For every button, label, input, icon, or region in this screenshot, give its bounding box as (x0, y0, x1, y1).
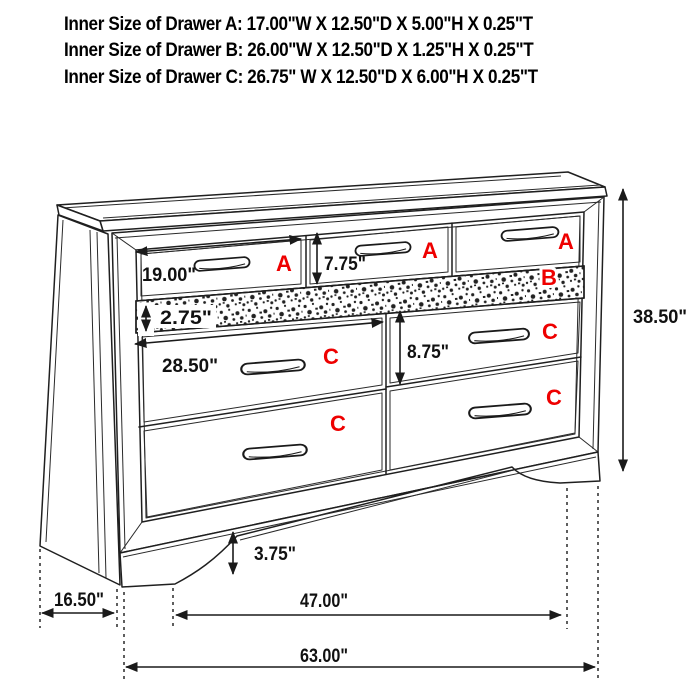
header-line-drawer-a: Inner Size of Drawer A: 17.00"W X 12.50"D X 5.00"H X 0.25"T (64, 14, 533, 35)
dim-drawer-c-width-label: 28.50" (162, 356, 218, 377)
dim-overall-width-label: 63.00" (300, 646, 348, 667)
dim-drawer-a-width-label: 19.00" (142, 265, 196, 286)
drawer-c-top-right-label: C (542, 319, 558, 344)
dim-leg-span-width-label: 47.00" (300, 591, 348, 612)
dim-drawer-a-height-label: 7.75" (324, 254, 366, 275)
drawer-b-label: B (541, 265, 557, 290)
dim-leg-height (233, 532, 296, 574)
drawer-c-top-left-label: C (323, 344, 339, 369)
dim-drawer-c-height-label: 8.75" (407, 342, 449, 363)
drawer-a-left-label: A (276, 251, 292, 276)
header-line-drawer-b: Inner Size of Drawer B: 26.00"W X 12.50"D X 1.25"H X 0.25"T (64, 40, 534, 62)
drawer-a-middle-label: A (422, 238, 438, 263)
dresser-left-side-panel (40, 215, 120, 585)
dim-leg-height-label: 3.75" (254, 544, 296, 565)
drawer-a-right-label: A (558, 229, 574, 254)
dim-drawer-b-height-label: 2.75" (160, 308, 212, 329)
dim-side-depth-label: 16.50" (54, 590, 104, 611)
dim-overall-height (623, 189, 687, 471)
header-line-drawer-c: Inner Size of Drawer C: 26.75" W X 12.50"D X 6.00"H X 0.25"T (64, 66, 538, 88)
dim-overall-height-label: 38.50" (633, 307, 687, 328)
drawer-c-bottom-right-label: C (546, 385, 562, 410)
drawer-c-bottom-left-label: C (330, 411, 346, 436)
